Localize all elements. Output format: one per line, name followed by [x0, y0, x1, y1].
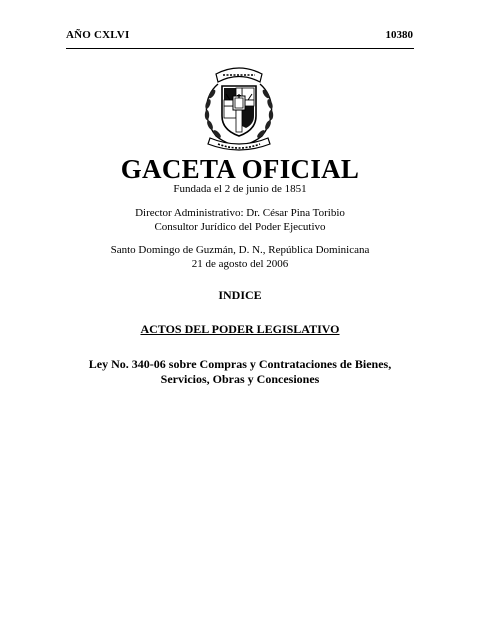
founded-line: Fundada el 2 de junio de 1851 [173, 183, 307, 195]
header-divider [66, 48, 414, 49]
issue-number: 10380 [385, 29, 413, 41]
coat-of-arms-icon [196, 60, 282, 152]
index-entry-line-1: Ley No. 340-06 sobre Compras y Contrataciones de Bienes, [88, 357, 392, 371]
gazette-title: GACETA OFICIAL [120, 154, 360, 184]
consultor-line: Consultor Jurídico del Poder Ejecutivo [154, 221, 326, 233]
index-entry-line-2: Servicios, Obras y Concesiones [160, 372, 320, 386]
place-line: Santo Domingo de Guzmán, D. N., República Dominicana [110, 244, 370, 256]
publication-date: 21 de agosto del 2006 [191, 258, 289, 270]
director-line: Director Administrativo: Dr. César Pina Toribio [135, 207, 345, 219]
index-section-heading: ACTOS DEL PODER LEGISLATIVO [140, 322, 340, 336]
issue-year: AÑO CXLVI [66, 29, 130, 41]
index-heading: INDICE [218, 288, 262, 302]
